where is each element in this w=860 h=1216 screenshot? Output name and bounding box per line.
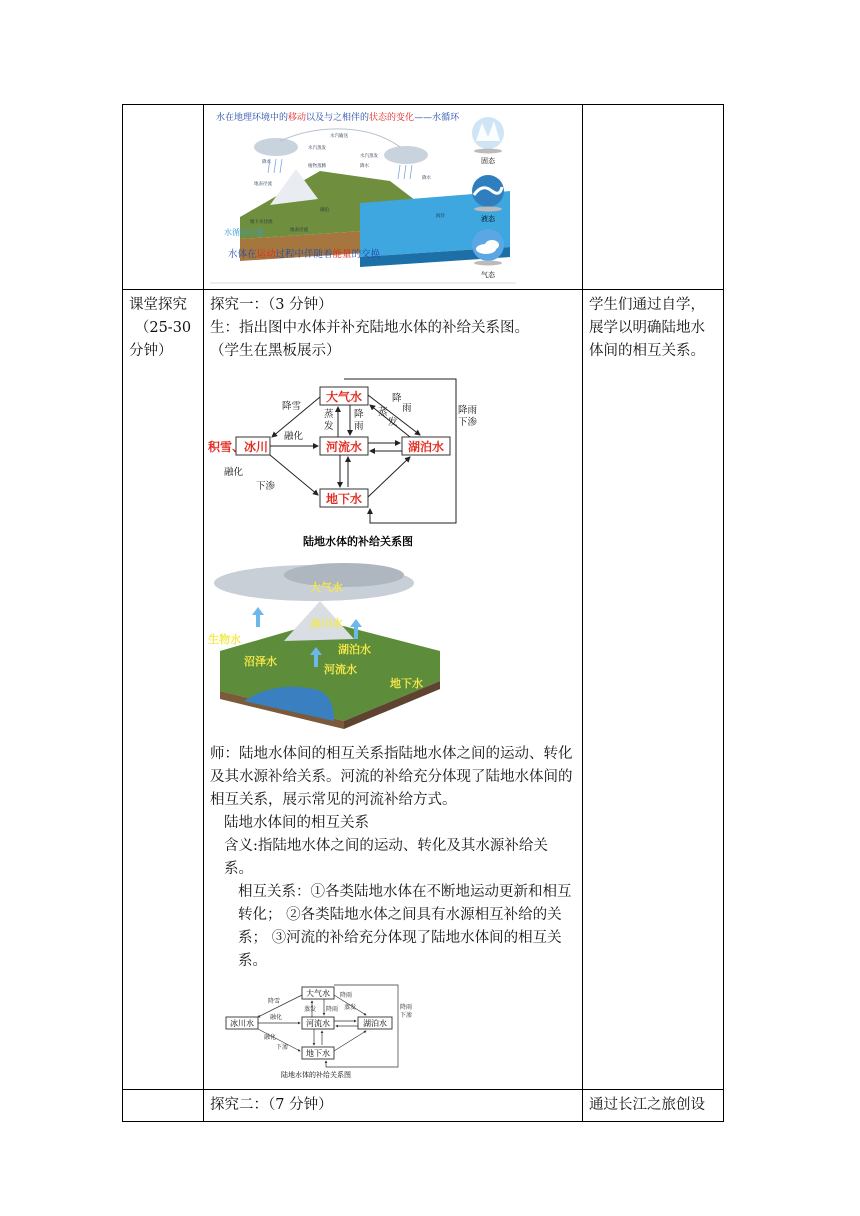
svg-text:降雨: 降雨 (400, 1004, 413, 1011)
svg-text:蒸发: 蒸发 (344, 1004, 357, 1011)
supply-diagram-small (216, 981, 416, 1081)
svg-text:水汽输送: 水汽输送 (330, 134, 348, 139)
teaching-note: 学生们通过自学，展学以明确陆地水体间的相互关系。 (589, 297, 705, 359)
svg-text:湖泊水: 湖泊水 (338, 643, 371, 656)
supply-diagram-large (206, 367, 506, 553)
water-cycle-banner (210, 107, 530, 285)
svg-text:蒸: 蒸 (324, 409, 334, 420)
svg-text:湖泊水: 湖泊水 (407, 440, 445, 454)
stage-cell (123, 290, 204, 1090)
svg-text:地表径流: 地表径流 (254, 182, 272, 187)
svg-text:地下水: 地下水 (390, 677, 423, 690)
ice-icon (472, 117, 504, 149)
stage-time-2: 分钟） (129, 343, 173, 359)
svg-text:降雪: 降雪 (268, 998, 281, 1005)
row-inquiry-two (123, 1090, 724, 1122)
svg-text:下渗: 下渗 (458, 417, 478, 428)
svg-text:降雨: 降雨 (458, 405, 478, 416)
stage-cell-empty (123, 1090, 204, 1122)
svg-text:植物蒸腾: 植物蒸腾 (308, 164, 326, 169)
svg-text:河流水: 河流水 (325, 440, 363, 454)
svg-text:发: 发 (388, 417, 398, 428)
svg-text:蒸: 蒸 (378, 407, 388, 418)
student-task: 生：指出图中水体并补充陆地水体的补给关系图。 (210, 320, 529, 336)
student-display: （学生在黑板展示） (210, 343, 341, 359)
svg-text:下渗: 下渗 (276, 1044, 289, 1051)
svg-text:蒸发: 蒸发 (304, 1006, 317, 1013)
svg-text:水汽蒸发: 水汽蒸发 (360, 154, 378, 159)
banner-title: 水在地理环境中的移动以及与之相伴的状态的变化——水循环 (216, 113, 460, 123)
svg-text:水汽蒸发: 水汽蒸发 (308, 146, 326, 151)
note-cell-2 (583, 1090, 724, 1122)
svg-text:降: 降 (354, 409, 364, 420)
stage-cell-empty (123, 105, 204, 290)
svg-text:气态: 气态 (481, 271, 495, 279)
stage-time: （25-30 (134, 320, 192, 336)
row-water-cycle (123, 105, 724, 290)
svg-text:湖泊水: 湖泊水 (363, 1019, 387, 1028)
svg-text:大气水: 大气水 (325, 390, 363, 404)
svg-text:河流水: 河流水 (306, 1019, 330, 1028)
svg-text:降雨: 降雨 (326, 1006, 339, 1013)
svg-text:大气水: 大气水 (310, 581, 343, 594)
svg-text:陆地水体的补给关系图: 陆地水体的补给关系图 (281, 1071, 351, 1079)
teaching-note-2: 通过长江之旅创设 (589, 1097, 705, 1113)
svg-text:融化: 融化 (224, 467, 244, 478)
svg-text:降水: 降水 (422, 176, 431, 181)
svg-text:降水: 降水 (360, 164, 369, 169)
svg-text:冰川水: 冰川水 (310, 617, 343, 630)
svg-text:积雪、冰川: 积雪、冰川 (208, 440, 269, 454)
svg-text:下渗: 下渗 (400, 1012, 413, 1019)
svg-text:降: 降 (392, 393, 402, 404)
svg-text:地下水: 地下水 (306, 1049, 330, 1058)
svg-text:冰川水: 冰川水 (230, 1019, 254, 1028)
inquiry-two-title: 探究二：（7 分钟） (210, 1097, 333, 1113)
inquiry-one-title: 探究一：（3 分钟） (210, 297, 333, 313)
svg-text:生物水: 生物水 (208, 633, 241, 646)
content-cell-inquiry-two (204, 1090, 583, 1122)
svg-text:固态: 固态 (481, 157, 495, 165)
cloud-shape (384, 146, 428, 164)
svg-text:雨: 雨 (354, 421, 364, 432)
row-inquiry-one (123, 290, 724, 1090)
diagram-caption: 陆地水体的补给关系图 (303, 535, 413, 548)
banner-footer: 水体在运动过程中伴随着能量的交换 (228, 249, 381, 260)
state-icons (472, 117, 504, 279)
content-cell-water-cycle (204, 105, 583, 290)
svg-text:融化: 融化 (284, 431, 304, 442)
svg-text:湖泊: 湖泊 (320, 208, 329, 213)
banner-caption: 水循环示意 (224, 228, 264, 237)
svg-text:下渗: 下渗 (256, 481, 276, 492)
svg-text:降水: 降水 (262, 160, 271, 165)
svg-text:海洋: 海洋 (436, 214, 445, 219)
relation-heading: 陆地水体间的相互关系 (224, 815, 369, 831)
relations-text: 相互关系：①各类陆地水体在不断地运动更新和相互转化； ②各类陆地水体之间具有水源相互补给的关系； ③河流的补给充分体现了陆地水体间的相互关系。 (238, 884, 572, 969)
svg-text:大气水: 大气水 (306, 989, 330, 998)
content-cell-inquiry-one (204, 290, 583, 1090)
svg-text:河流水: 河流水 (324, 663, 357, 676)
teacher-explanation: 师：陆地水体间的相互关系指陆地水体之间的运动、转化及其水源补给关系。河流的补给充分体现了陆地水体间的相互关系，展示常见的河流补给方式。 (210, 746, 573, 808)
stage-label: 课堂探究 (129, 297, 187, 313)
svg-text:地表径流: 地表径流 (290, 228, 308, 233)
note-cell (583, 290, 724, 1090)
definition-text: 含义:指陆地水体之间的运动、转化及其水源补给关系。 (224, 838, 548, 877)
svg-text:融化: 融化 (270, 1014, 283, 1021)
svg-text:地下水: 地下水 (325, 492, 363, 506)
svg-text:液态: 液态 (481, 215, 495, 223)
note-cell-empty (583, 105, 724, 290)
svg-text:地下水径流: 地下水径流 (250, 220, 273, 225)
cloud-shape (254, 138, 298, 156)
svg-text:融化: 融化 (264, 1034, 277, 1041)
svg-text:降雨: 降雨 (340, 992, 353, 999)
land-water-landscape (204, 561, 444, 729)
svg-text:沼泽水: 沼泽水 (244, 655, 277, 668)
svg-text:发: 发 (324, 421, 334, 432)
svg-text:降雪: 降雪 (282, 401, 302, 412)
lesson-plan-table (122, 104, 724, 1122)
svg-text:雨: 雨 (402, 403, 412, 414)
